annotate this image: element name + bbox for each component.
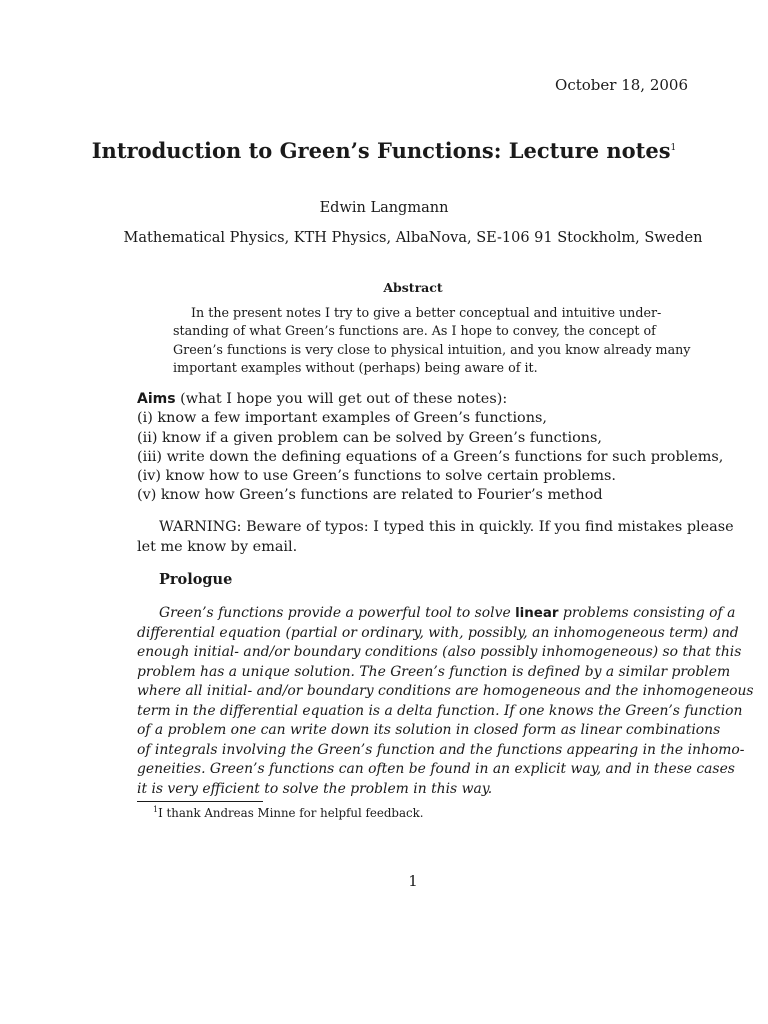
date: October 18, 2006 (555, 76, 688, 94)
prologue-line: term in the differential equation is a delta function. If one knows the Green’s function (137, 702, 743, 719)
aims-section (137, 390, 724, 506)
prologue-paragraph (137, 604, 754, 799)
footnote (153, 805, 424, 820)
prologue-line: where all initial- and/or boundary conditions are homogeneous and the inhomogeneous (137, 683, 754, 699)
abstract-line: Green’s functions is very close to physical intuition, and you know already many (173, 341, 691, 357)
aims-intro (137, 390, 697, 409)
prologue-line1-start: Green’s functions provide a powerful tool to solve (159, 605, 516, 621)
abstract-body (173, 304, 691, 378)
prologue-line: of a problem one can write down its solution in closed form as linear combinations (137, 722, 721, 738)
author-name: Edwin Langmann (319, 200, 449, 216)
abstract-line: In the present notes I try to give a better conceptual and intuitive under- (191, 305, 662, 320)
footnote-rule (137, 801, 263, 802)
warning-line: WARNING: Beware of typos: I typed this in quickly. If you find mistakes please (159, 519, 734, 535)
aims-item: (v) know how Green’s functions are related to Fourier’s method (137, 487, 603, 504)
prologue-line: differential equation (partial or ordinary, with, possibly, an inhomogeneous term) and (137, 624, 739, 641)
prologue-line: enough initial- and/or boundary conditions (also possibly inhomogeneous) so that this (137, 644, 742, 660)
aims-item: (ii) know if a given problem can be solved by Green’s functions, (137, 429, 603, 446)
linear-emphasis: linear (515, 606, 559, 621)
aims-item: (iv) know how to use Green’s functions to solve certain problems. (137, 468, 616, 485)
warning-paragraph (137, 517, 734, 557)
abstract-line: important examples without (perhaps) being aware of it. (173, 360, 538, 376)
aims-item: (i) know a few important examples of Green’s functions, (137, 410, 547, 427)
aims-heading: Aims (137, 391, 176, 407)
prologue-line: problem has a unique solution. The Green’s function is defined by a similar problem (137, 663, 731, 680)
aims-item: (iii) write down the defining equations of a Green’s functions for such problems, (137, 448, 724, 465)
prologue-line: it is very efficient to solve the problem in this way. (137, 780, 493, 797)
footnote-mark: 1 (153, 805, 159, 814)
aims-heading-rest: (what I hope you will get out of these notes): (175, 391, 508, 407)
title-footnote-mark: 1 (670, 143, 677, 153)
prologue-line: geneities. Green’s functions can often be found in an explicit way, and in these cases (137, 761, 735, 777)
footnote-text: I thank Andreas Minne for helpful feedback. (158, 805, 424, 820)
prologue-heading: Prologue (159, 571, 233, 588)
abstract-line: standing of what Green’s functions are. As I hope to convey, the concept of (173, 323, 656, 339)
author-affiliation: Mathematical Physics, KTH Physics, AlbaNova, SE-106 91 Stockholm, Sweden (123, 230, 703, 246)
page-number: 1 (408, 872, 418, 890)
prologue-line1-end: problems consisting of a (558, 605, 736, 621)
prologue-line (137, 604, 736, 624)
warning-line: let me know by email. (137, 539, 298, 555)
abstract-heading: Abstract (383, 280, 443, 295)
title-text: Introduction to Green’s Functions: Lecture notes (91, 138, 671, 163)
paper-title (0, 138, 768, 163)
prologue-line: of integrals involving the Green’s function and the functions appearing in the inhomo- (137, 741, 745, 758)
